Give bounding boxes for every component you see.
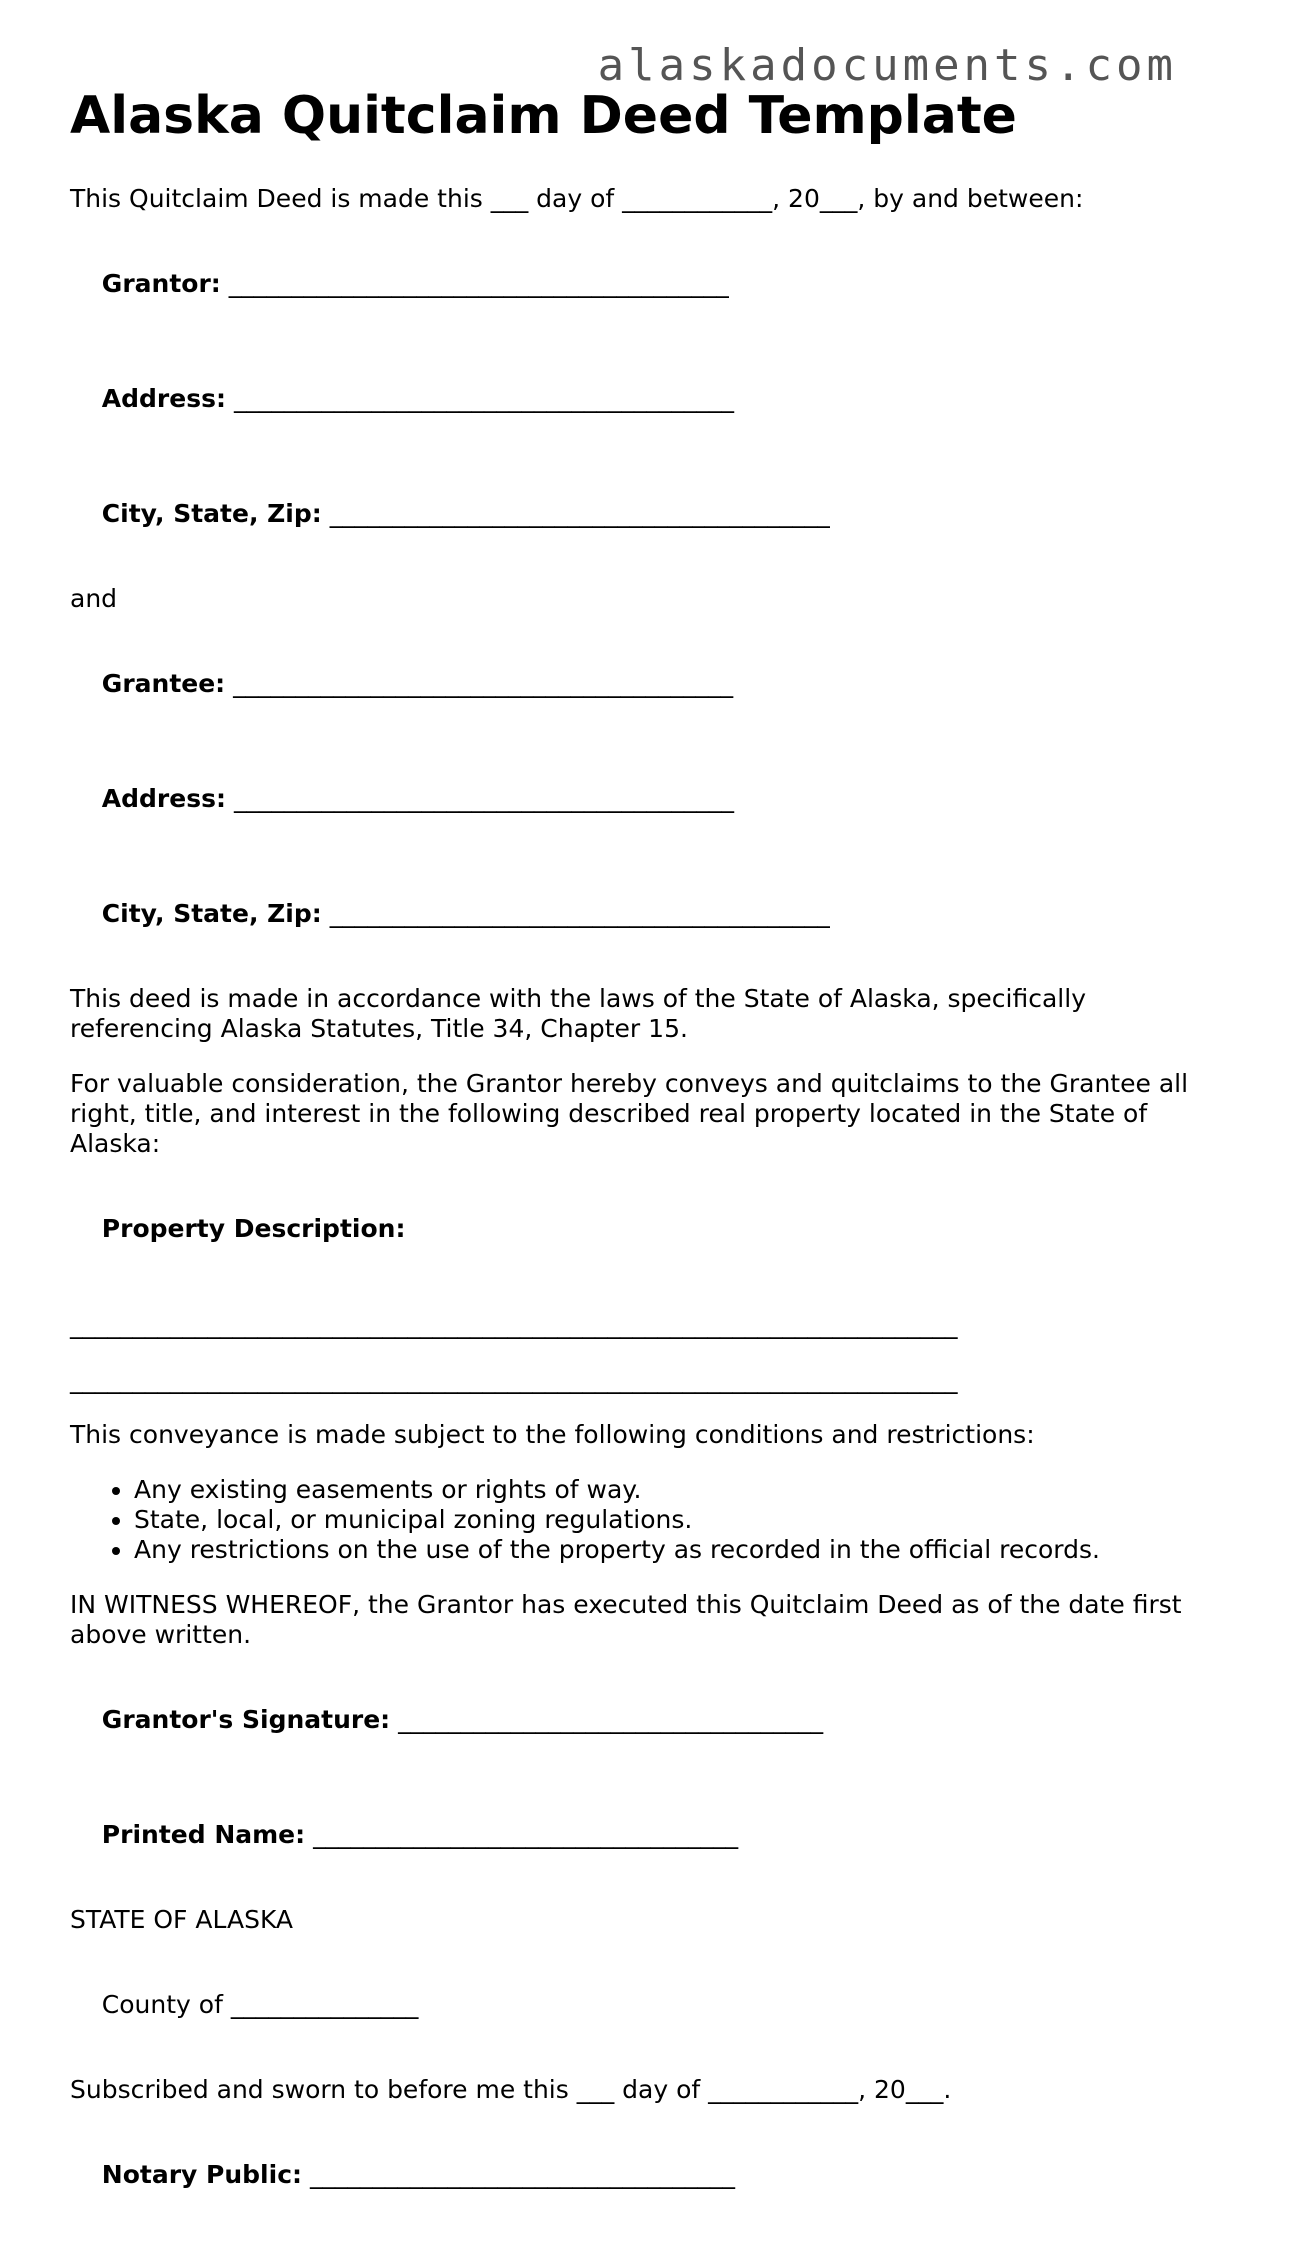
notary-public-field — [70, 2130, 1210, 2220]
deed-body — [70, 184, 1210, 2245]
grantee-address-field — [70, 754, 1210, 844]
property-line-1[interactable]: _______________________________________________________________________ — [70, 1310, 958, 1339]
list-item: • Any restrictions on the use of the property as recorded in the official records. — [134, 1535, 1210, 1565]
state-heading: STATE OF ALASKA — [70, 1905, 294, 1934]
laws-paragraph: This deed is made in accordance with the laws of the State of Alaska, specifically referencing Alaska Statutes, Title 34, Chapter 15. — [70, 984, 1094, 1043]
grantee-city-blank[interactable]: ________________________________________ — [329, 899, 830, 928]
grantor-name-blank[interactable]: ________________________________________ — [228, 269, 729, 298]
property-line-2[interactable]: _______________________________________________________________________ — [70, 1365, 958, 1394]
county-blank[interactable]: _______________ — [230, 1990, 419, 2019]
witness-paragraph: IN WITNESS WHEREOF, the Grantor has executed this Quitclaim Deed as of the date first above written. — [70, 1590, 1190, 1649]
list-item: • State, local, or municipal zoning regulations. — [134, 1505, 1210, 1535]
printed-name-blank[interactable]: __________________________________ — [313, 1820, 739, 1849]
page-title: Alaska Quitclaim Deed Template — [70, 86, 1017, 146]
notary-public-label: Notary Public: — [101, 2160, 303, 2189]
sworn-line: Subscribed and sworn to before me this ___ day of ____________, 20___. — [70, 2075, 952, 2104]
list-item: • Any existing easements or rights of way. — [134, 1475, 1210, 1505]
notary-public-blank[interactable]: __________________________________ — [309, 2160, 735, 2189]
grantor-city-label: City, State, Zip: — [101, 499, 322, 528]
grantor-city-blank[interactable]: ________________________________________ — [329, 499, 830, 528]
grantor-address-field — [70, 354, 1210, 444]
watermark-site-name: alaskadocuments.com — [597, 40, 1177, 91]
grantee-address-blank[interactable]: ________________________________________ — [233, 784, 734, 813]
printed-name-field — [70, 1790, 1210, 1880]
county-label: County of — [101, 1990, 223, 2019]
grantee-name-blank[interactable]: ________________________________________ — [233, 669, 734, 698]
grantee-address-label: Address: — [101, 784, 226, 813]
county-field — [70, 1960, 1210, 2050]
grantor-name-label: Grantor: — [101, 269, 221, 298]
grantee-name-label: Grantee: — [101, 669, 226, 698]
and-text: and — [70, 584, 118, 613]
property-description-label — [70, 1184, 1210, 1274]
grantor-signature-field — [70, 1675, 1210, 1765]
grantor-address-label: Address: — [101, 384, 226, 413]
grantee-city-field — [70, 869, 1210, 959]
grantor-address-blank[interactable]: ________________________________________ — [233, 384, 734, 413]
conditions-list — [70, 1475, 1210, 1565]
conditions-intro: This conveyance is made subject to the following conditions and restrictions: — [70, 1420, 1035, 1449]
grantor-signature-blank[interactable]: __________________________________ — [398, 1705, 824, 1734]
printed-name-label: Printed Name: — [101, 1820, 306, 1849]
consideration-paragraph: For valuable consideration, the Grantor hereby conveys and quitclaims to the Grantee all right, title, and interest in the following described real property located in the State of Alaska: — [70, 1069, 1196, 1158]
grantor-name-field — [70, 239, 1210, 329]
grantor-signature-label: Grantor's Signature: — [101, 1705, 391, 1734]
property-label: Property Description: — [101, 1214, 406, 1243]
grantor-city-field — [70, 469, 1210, 559]
intro-line: This Quitclaim Deed is made this ___ day of ____________, 20___, by and between: — [70, 184, 1084, 213]
grantee-city-label: City, State, Zip: — [101, 899, 322, 928]
grantee-name-field — [70, 639, 1210, 729]
